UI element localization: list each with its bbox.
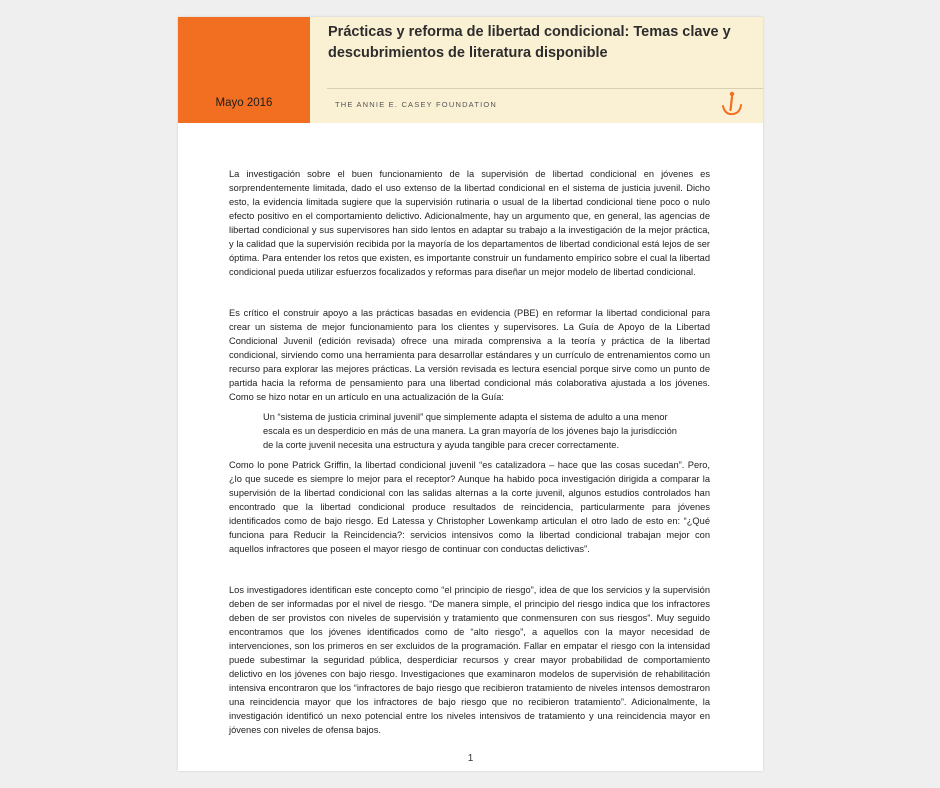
document-body [229, 167, 710, 737]
header-orange-block [178, 17, 310, 123]
document-page [178, 17, 763, 771]
page-number: 1 [467, 753, 474, 764]
header-divider [327, 88, 763, 89]
paragraph: Es crítico el construir apoyo a las prácticas basadas en evidencia (PBE) en reformar la libertad condicional para crear un sistema de mejor funcionamiento para los clientes y supervisores. La Guía de Apoyo de la Libertad Condicional Juvenil (edición revisada) ofrece una mirada comprensiva a la teoría y práctica de la libertad condicional, sirviendo como una herramienta para desarrollar estándares y un currículo de entrenamientos como un recurso para explorar las mejores prácticas. La versión revisada es lectura esencial porque sirve como un punto de partida hacia la reforma de pensamiento para una libertad condicional más colaborativa ajustada a los jóvenes. Como se hizo notar en un artículo en una actualización de la Guía: [229, 308, 710, 402]
publication-date: Mayo 2016 [215, 97, 273, 109]
block-quote: Un “sistema de justicia criminal juvenil” que simplemente adapta el sistema de adulto a una menor escala es un desperdicio en más de una manera. La gran mayoría de los jóvenes bajo la jurisdicción de la corte juvenil necesita una estructura y ayuda tangible para crecer correctamente. [263, 412, 677, 450]
paragraph: Los investigadores identifican este concepto como “el principio de riesgo”, idea de que los servicios y la supervisión deben de ser informadas por el nivel de riesgo. “De manera simple, el principio del riesgo indica que los infractores deben de ser provistos con niveles de supervisión y tratamiento que conmensuren con sus riesgos”. Muy seguido encontramos que los jóvenes identificados como de “alto riesgo”, a aquellos con la mayor necesidad de intervenciones, son los primeros en ser excluidos de la programación. Fallar en empatar el riesgo con la intensidad puede subestimar la seguridad pública, desperdiciar recursos y crear mayor probabilidad de comportamiento delictivo en los jóvenes con bajo riesgo. Investigaciones que examinaron modelos de supervisión de rehabilitación intensiva encontraron que los “infractores de bajo riesgo que recibieron tratamiento de niveles intensos demostraron una reincidencia mayor que los infractores de bajo riesgo que no recibieron tratamiento”. Adicionalmente, la investigación identificó un nexo potencial entre los niveles intensivos de tratamiento y una reincidencia mayor en jóvenes con niveles de ofensa bajos. [229, 585, 710, 735]
paragraph: La investigación sobre el buen funcionamiento de la supervisión de libertad condicional en jóvenes es sorprendentemente limitada, dado el uso extenso de la libertad condicional en el sistema de justicia juvenil. Dicho esto, la evidencia limitada sugiere que la supervisión rutinaria o usual de la libertad condicional tiene poco o nulo efecto positivo en el comportamiento delictivo. Adicionalmente, hay un argumento que, en general, las agencias de libertad condicional y sus supervisores han sido lentos en adaptar su trabajo a la investigación de la mejor práctica, y la calidad que la supervisión recibida por la mayoría de los departamentos de libertad condicional está lejos de ser óptima. Para entender los retos que existen, es importante construir un fundamento empírico sobre el cual la libertad condicional pueda utilizar esfuerzos focalizados y reformas para diseñar un mejor modelo de libertad condicional. [229, 169, 710, 277]
document-title: Prácticas y reforma de libertad condicional: Temas clave y descubrimientos de literatura disponible [328, 24, 731, 61]
paragraph: Como lo pone Patrick Griffin, la libertad condicional juvenil “es catalizadora – hace que las cosas sucedan”. Pero, ¿lo que sucede es siempre lo mejor para el receptor? Aunque ha habido poca investigación dirigida a comparar la supervisión de la libertad condicional con las salidas alternas a la corte juvenil, algunos estudios controlados han encontrado que la libertad condicional produce resultados de reincidencia, particularmente para jóvenes identificados como de bajo riesgo. Ed Latessa y Christopher Lowenkamp articulan el otro lado de esto en: “¿Qué funciona para Reducir la Reincidencia?: servicios intensivos como la libertad condicional trabajan mejor con aquellos infractores que poseen el mayor riesgo de continuar con conductas delictivas”. [229, 460, 710, 554]
aecf-logo-icon [719, 90, 745, 118]
foundation-name: THE ANNIE E. CASEY FOUNDATION [335, 100, 498, 109]
header-title-block [310, 17, 763, 123]
